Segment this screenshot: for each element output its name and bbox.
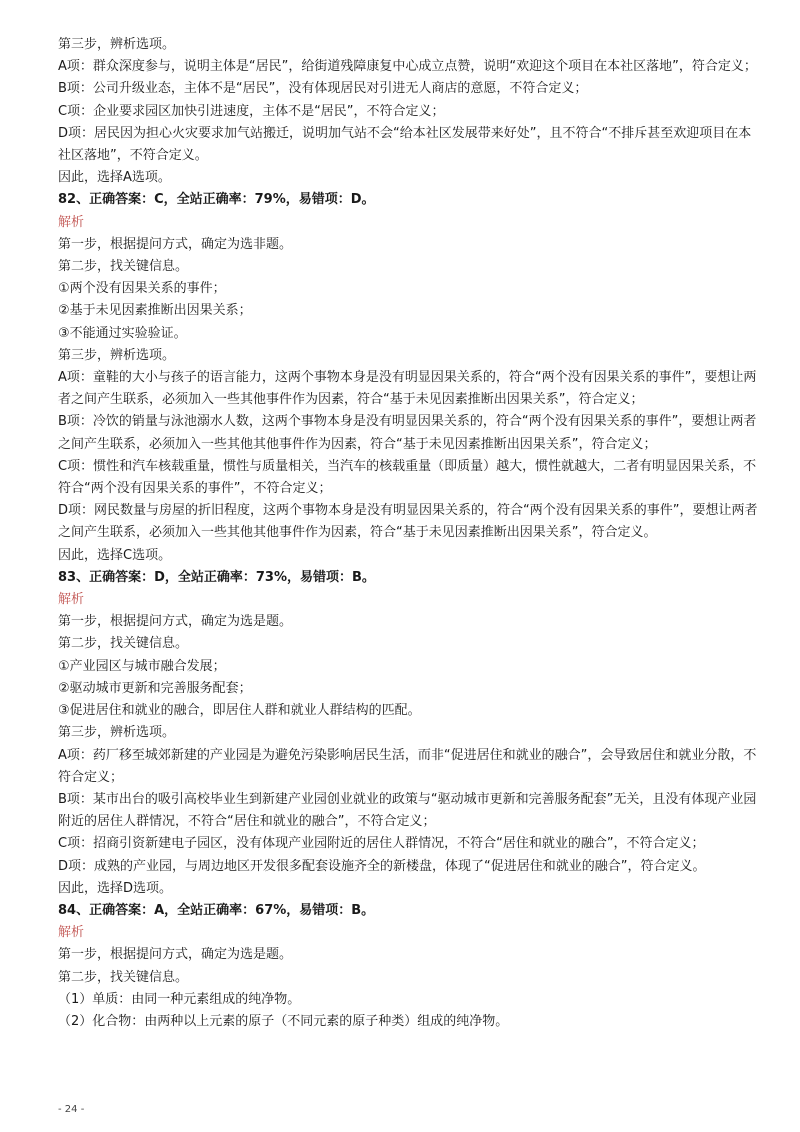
text-line: C项：招商引资新建电子园区，没有体现产业园附近的居住人群情况，不符合“居住和就业的融合”，不符合定义； xyxy=(58,836,705,852)
text-line: （1）单质：由同一种元素组成的纯净物。 xyxy=(58,991,301,1007)
text-line: （2）化合物：由两种以上元素的原子（不同元素的原子种类）组成的纯净物。 xyxy=(58,1013,509,1029)
answer-heading: 84、正确答案：A，全站正确率：67%，易错项：B。 xyxy=(58,902,375,918)
text-line: ③不能通过实验验证。 xyxy=(58,325,187,341)
text-line: C项：企业要求园区加快引进速度，主体不是“居民”，不符合定义； xyxy=(58,103,445,119)
text-line: 第二步，找关键信息。 xyxy=(58,636,189,652)
text-line: 第三步，辨析选项。 xyxy=(58,725,176,741)
text-line: 第一步，根据提问方式，确定为选是题。 xyxy=(58,614,293,630)
answer-heading: 83、正确答案：D，全站正确率：73%，易错项：B。 xyxy=(58,569,375,585)
text-line: B项：冷饮的销量与泳池溺水人数，这两个事物本身是没有明显因果关系的，符合“两个没有因果关系的事件”，要想让两者之间产生联系，必须加入一些其他其他事件作为因素，符合“基于未见因素推断出因果关系”，符合定义； xyxy=(58,414,757,452)
text-line: B项：某市出台的吸引高校毕业生到新建产业园创业就业的政策与“驱动城市更新和完善服务配套”无关，且没有体现产业园附近的居住人群情况，不符合“居住和就业的融合”，不符合定义； xyxy=(58,791,757,830)
text-line: ②基于未见因素推断出因果关系； xyxy=(58,303,252,319)
page-number: - 24 - xyxy=(58,1104,85,1115)
text-line: 第三步，辨析选项。 xyxy=(58,37,176,52)
document-body xyxy=(58,34,758,1033)
text-line: 第二步，找关键信息。 xyxy=(58,969,189,985)
text-line: ②驱动城市更新和完善服务配套； xyxy=(58,680,252,696)
text-line: D项：成熟的产业园，与周边地区开发很多配套设施齐全的新楼盘，体现了“促进居住和就业的融合”，符合定义。 xyxy=(58,858,706,874)
text-line: 第一步，根据提问方式，确定为选非题。 xyxy=(58,236,293,252)
text-line: 因此，选择C选项。 xyxy=(58,547,172,563)
text-line: B项：公司升级业态，主体不是“居民”，没有体现居民对引进无人商店的意愿，不符合定义； xyxy=(58,81,588,97)
text-line: 因此，选择D选项。 xyxy=(58,880,173,896)
analysis-label: 解析 xyxy=(58,925,85,941)
analysis-label: 解析 xyxy=(58,592,85,608)
text-line: D项：居民因为担心火灾要求加气站搬迁，说明加气站不会“给本社区发展带来好处”，且不符合“不排斥甚至欢迎项目在本社区落地”，不符合定义。 xyxy=(58,125,752,164)
text-line: ①产业园区与城市融合发展； xyxy=(58,658,226,674)
text-line: 第二步，找关键信息。 xyxy=(58,259,189,275)
analysis-label: 解析 xyxy=(58,214,85,230)
text-line: 因此，选择A选项。 xyxy=(58,170,171,186)
answer-heading: 82、正确答案：C，全站正确率：79%，易错项：D。 xyxy=(58,192,375,208)
text-line: A项：童鞋的大小与孩子的语言能力，这两个事物本身是没有明显因果关系的，符合“两个没有因果关系的事件”，要想让两者之间产生联系，必须加入一些其他事件作为因素，符合“基于未见因素推断出因果关系”，符合定义； xyxy=(58,370,757,408)
text-line: A项：群众深度参与，说明主体是“居民”，给街道残障康复中心成立点赞，说明“欢迎这个项目在本社区落地”，符合定义； xyxy=(58,59,757,75)
text-line: 第一步，根据提问方式，确定为选是题。 xyxy=(58,947,293,963)
text-line: ①两个没有因果关系的事件； xyxy=(58,281,226,297)
text-line: 第三步，辨析选项。 xyxy=(58,347,176,363)
text-line: C项：惯性和汽车核载重量，惯性与质量相关，当汽车的核载重量（即质量）越大，惯性就越大，二者有明显因果关系，不符合“两个没有因果关系的事件”，不符合定义； xyxy=(58,458,757,497)
text-line: A项：药厂移至城郊新建的产业园是为避免污染影响居民生活，而非“促进居住和就业的融合”，会导致居住和就业分散，不符合定义； xyxy=(58,747,757,785)
text-line: D项：网民数量与房屋的折旧程度，这两个事物本身是没有明显因果关系的，符合“两个没有因果关系的事件”，要想让两者之间产生联系，必须加入一些其他其他事件作为因素，符合“基于未见因素推断出因果关系”，符合定义。 xyxy=(58,503,758,541)
text-line: ③促进居住和就业的融合，即居住人群和就业人群结构的匹配。 xyxy=(58,703,421,719)
